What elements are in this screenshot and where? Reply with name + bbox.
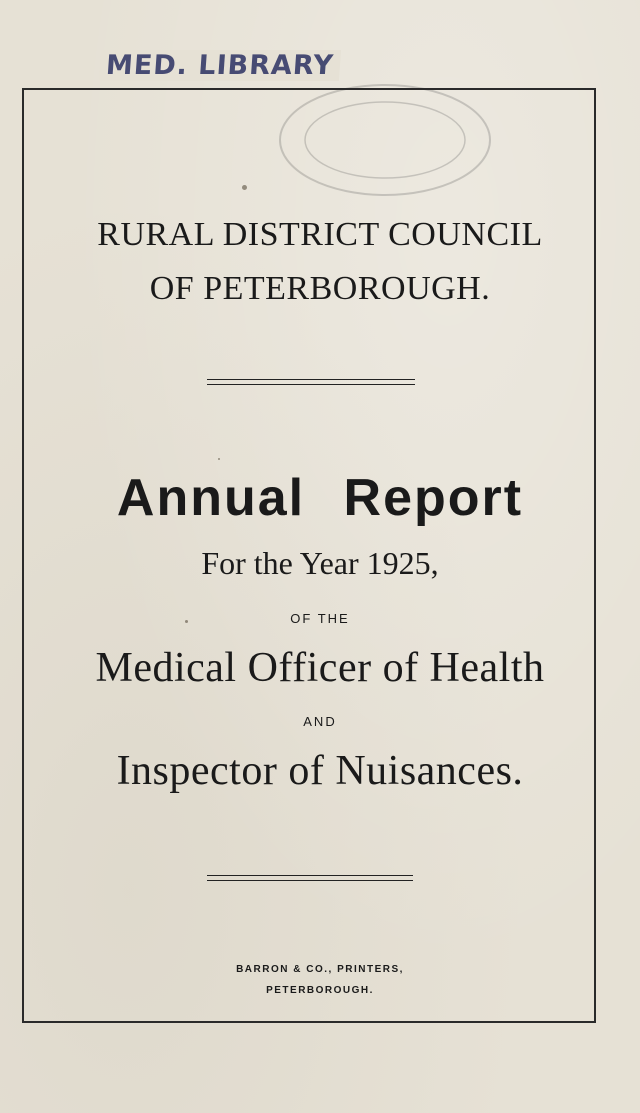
medical-officer-title: Medical Officer of Health	[95, 645, 545, 691]
paper-speck	[242, 185, 247, 190]
top-double-rule	[207, 379, 415, 385]
bottom-double-rule	[207, 875, 413, 881]
of-the-label: OF THE	[290, 611, 350, 626]
report-heading: Annual Report	[116, 469, 524, 527]
council-title	[0, 208, 640, 316]
paper-speck	[218, 458, 220, 460]
paper-speck	[185, 620, 188, 623]
inspector-title: Inspector of Nuisances.	[116, 748, 524, 794]
council-title-line1: RURAL DISTRICT COUNCIL	[97, 216, 543, 253]
printer-location: PETERBOROUGH.	[266, 985, 374, 996]
council-title-line2: OF PETERBOROUGH.	[149, 270, 491, 307]
and-label: AND	[303, 714, 337, 729]
printer-name: BARRON & CO., PRINTERS,	[236, 964, 404, 975]
library-stamp: MED. LIBRARY	[99, 50, 341, 81]
report-year: For the Year 1925,	[201, 545, 439, 581]
